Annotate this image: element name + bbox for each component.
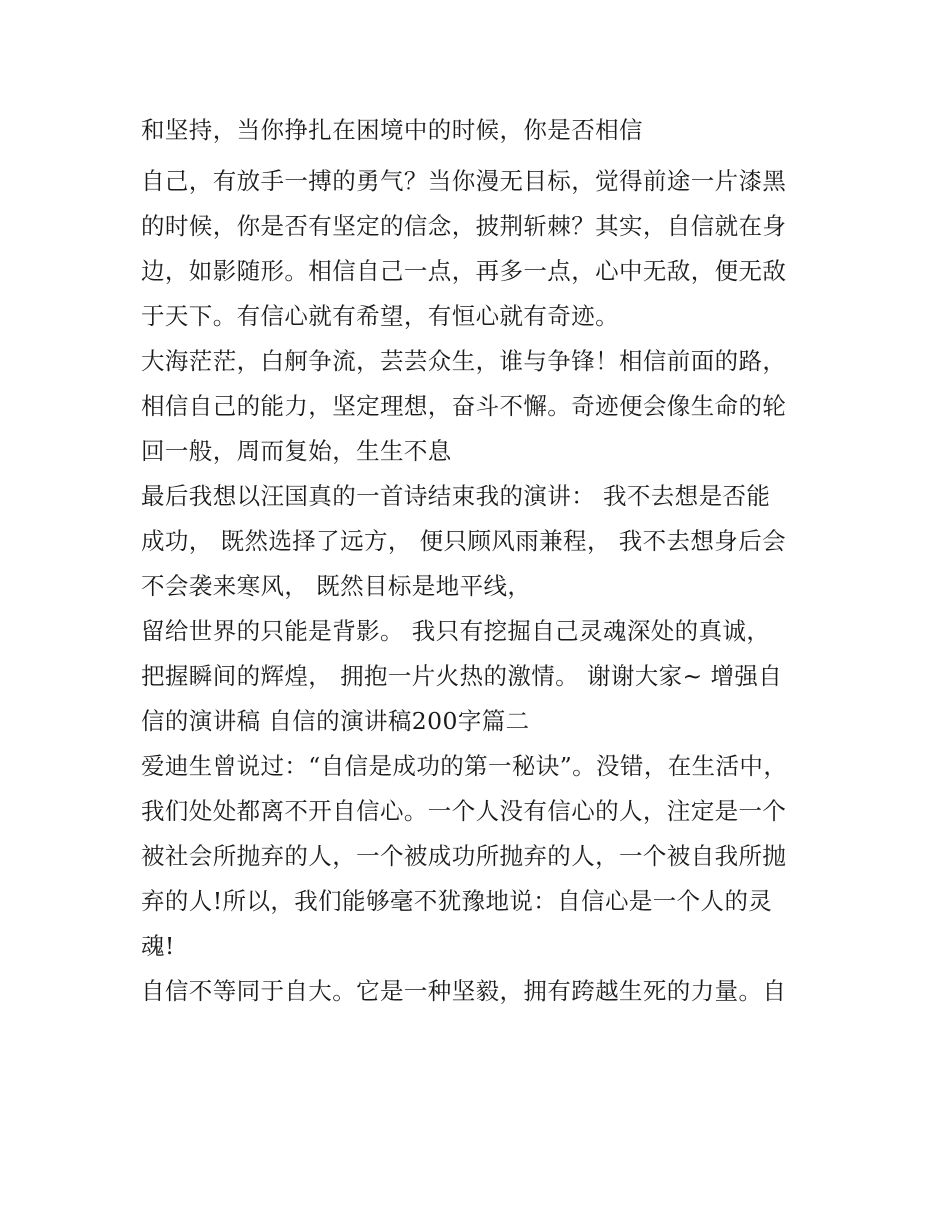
text-line: 回一般，周而复始，生生不息 <box>141 437 452 465</box>
document-body <box>141 108 821 1014</box>
text-line: 自信不等同于自大。它是一种坚毅，拥有跨越生死的力量。自 <box>141 977 787 1005</box>
text-line: 把握瞬间的辉煌， 拥抱一片火热的激情。 谢谢大家~ 增强自 <box>141 662 783 690</box>
text-line: 魂! <box>141 932 175 960</box>
text-line: 大海茫茫，白舸争流，芸芸众生，谁与争锋！相信前面的路， <box>141 347 787 375</box>
text-line: 最后我想以汪国真的一首诗结束我的演讲： 我不去想是否能 <box>141 482 771 510</box>
text-line: 成功， 既然选择了远方， 便只顾风雨兼程， 我不去想身后会 <box>141 527 787 555</box>
text-line: 被社会所抛弃的人，一个被成功所抛弃的人，一个被自我所抛 <box>141 842 787 870</box>
text-line: 和坚持，当你挣扎在困境中的时候，你是否相信 <box>141 116 643 144</box>
text-line: 自己，有放手一搏的勇气？当你漫无目标，觉得前途一片漆黑 <box>141 167 787 195</box>
text-line: 弃的人!所以，我们能够毫不犹豫地说：自信心是一个人的灵 <box>141 887 773 915</box>
text-line: 边，如影随形。相信自己一点，再多一点，心中无敌，便无敌 <box>141 257 787 285</box>
text-line: 我们处处都离不开自信心。一个人没有信心的人，注定是一个 <box>141 797 787 825</box>
text-line: 留给世界的只能是背影。 我只有挖掘自己灵魂深处的真诚， <box>141 617 771 645</box>
text-line: 的时候，你是否有坚定的信念，披荆斩棘？其实，自信就在身 <box>141 212 787 240</box>
text-line: 信的演讲稿 自信的演讲稿200字篇二 <box>141 707 530 735</box>
text-line: 相信自己的能力，坚定理想，奋斗不懈。奇迹便会像生命的轮 <box>141 392 787 420</box>
text-line: 于天下。有信心就有希望，有恒心就有奇迹。 <box>141 302 619 330</box>
text-line: 不会袭来寒风， 既然目标是地平线， <box>141 572 532 600</box>
text-line: 爱迪生曾说过：“自信是成功的第一秘诀”。没错，在生活中， <box>141 752 788 780</box>
